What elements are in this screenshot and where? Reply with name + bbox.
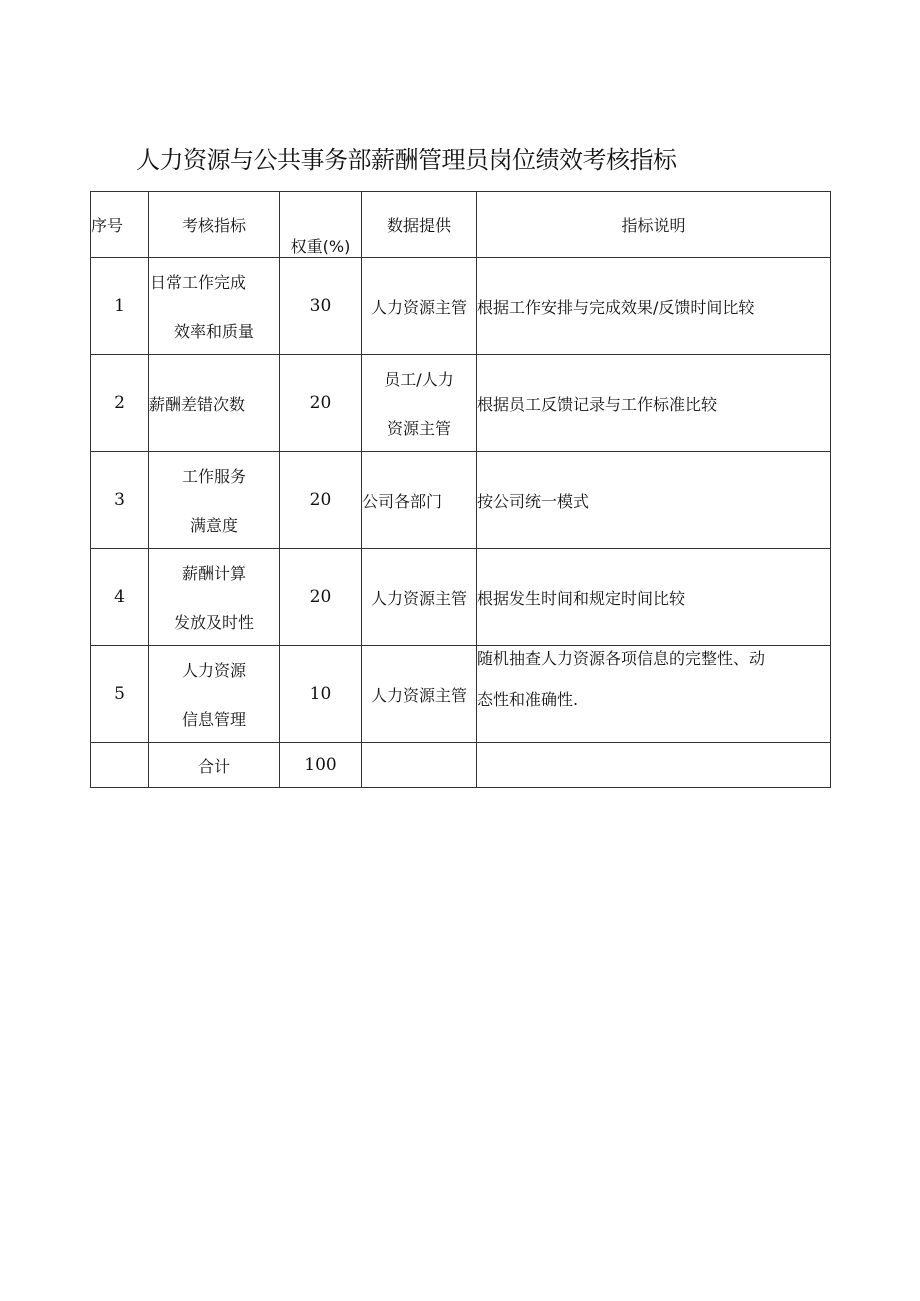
row-description: 按公司统一模式 (477, 452, 831, 549)
row-description: 根据员工反馈记录与工作标准比较 (477, 355, 831, 452)
row-source: 人力资源主管 (362, 258, 477, 355)
indicator-line1: 薪酬计算 (181, 564, 246, 583)
row-indicator (149, 452, 280, 549)
row-indicator: 薪酬差错次数 (149, 355, 280, 452)
row-description (477, 646, 831, 743)
row-weight: 20 (280, 355, 362, 452)
row-source (362, 355, 477, 452)
source-line2: 资源主管 (386, 419, 451, 438)
table-row (91, 646, 831, 743)
source-line1: 员工/人力 (384, 370, 454, 389)
row-seq: 1 (91, 258, 149, 355)
header-weight: 权重(%) (280, 192, 362, 258)
table-row (91, 258, 831, 355)
description-line1: 随机抽查人力资源各项信息的完整性、动 (477, 649, 766, 668)
total-seq-empty (91, 743, 149, 788)
indicator-line2: 信息管理 (181, 710, 246, 729)
table-row (91, 452, 831, 549)
table-row (91, 355, 831, 452)
header-source: 数据提供 (362, 192, 477, 258)
table-row (91, 549, 831, 646)
row-source: 人力资源主管 (362, 549, 477, 646)
indicator-line2: 效率和质量 (173, 322, 254, 341)
row-weight: 20 (280, 452, 362, 549)
total-description-empty (477, 743, 831, 788)
row-description: 根据发生时间和规定时间比较 (477, 549, 831, 646)
kpi-table (90, 191, 831, 788)
indicator-line1: 人力资源 (181, 661, 246, 680)
indicator-line1: 工作服务 (181, 467, 246, 486)
row-indicator (149, 549, 280, 646)
total-weight: 100 (280, 743, 362, 788)
row-source: 人力资源主管 (362, 646, 477, 743)
row-indicator (149, 646, 280, 743)
indicator-line2: 满意度 (189, 516, 238, 535)
row-description: 根据工作安排与完成效果/反馈时间比较 (477, 258, 831, 355)
total-row (91, 743, 831, 788)
row-weight: 10 (280, 646, 362, 743)
row-seq: 5 (91, 646, 149, 743)
header-seq: 序号 (91, 192, 149, 258)
row-seq: 4 (91, 549, 149, 646)
row-seq: 2 (91, 355, 149, 452)
document-title: 人力资源与公共事务部薪酬管理员岗位绩效考核指标 (136, 146, 677, 174)
header-description: 指标说明 (477, 192, 831, 258)
row-weight: 20 (280, 549, 362, 646)
row-seq: 3 (91, 452, 149, 549)
row-indicator (149, 258, 280, 355)
table-header-row (91, 192, 831, 258)
header-indicator: 考核指标 (149, 192, 280, 258)
description-line2: 态性和准确性. (477, 690, 579, 709)
total-source-empty (362, 743, 477, 788)
row-weight: 30 (280, 258, 362, 355)
indicator-line1: 日常工作完成 (150, 273, 247, 292)
row-source: 公司各部门 (362, 452, 477, 549)
total-label: 合计 (149, 743, 280, 788)
indicator-line2: 发放及时性 (173, 613, 254, 632)
